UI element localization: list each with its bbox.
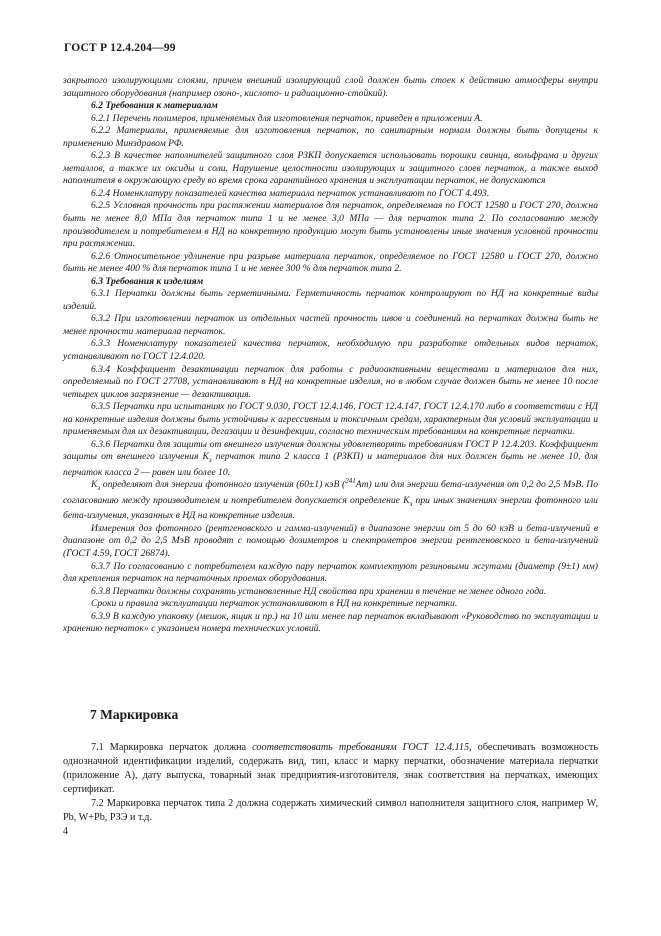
continuation-paragraph: закрытого изолирующими слоями, причем внешний изолирующий слой должен быть стоек к действию атмосферы внутри защитного оборудования (например озоно-, кислото- и радиационно-стойкий). (63, 75, 598, 99)
k-text-b: Am) или для энергии бета-излучения от 0,2 до 2,5 МэВ. По согласованию между производителем и потребителем допускается определение K (63, 479, 598, 506)
section-7-title: 7 Маркировка (90, 707, 179, 722)
clause-7-2: 7.2 Маркировка перчаток типа 2 должна содержать химический символ наполнителя защитного слоя, например W, Pb, W+Pb, РЗЭ и т.д. (63, 797, 598, 823)
clause-6-2-3: 6.2.3 В качестве наполнителей защитного слоя РЗКП допускается использовать порошки свинца, вольфрама и других металлов, а также их оксиды и соли. Нарушение целостности изолирующих и защитного слоев перчаток, а также выход наполнителя в окружающую среду во время срока гарантийного хранения и эксплуатации перчаток, не допускаются (63, 150, 598, 187)
clause-6-3-6-b: перчаток типа 2 класса 1 (РЗКП) и материалов для них должен быть не менее 10, для перчаток класса 2 — равен или более 10. (63, 451, 599, 478)
clause-7-1-emphasis: соответствовать требованиям ГОСТ 12.4.115 (252, 742, 470, 753)
clause-6-3-3: 6.3.3 Номенклатуру показателей качества перчаток, необходимую при разработке отдельных видов перчаток, устанавливают по ГОСТ 12.4.020. (63, 338, 598, 363)
isotope-mass-superscript: 241 (345, 477, 356, 486)
section-6-3-title: 6.3 Требования к изделиям (91, 275, 204, 287)
k-text-a: определяют для энергии фотонного излучения (60±1) кэВ ( (100, 479, 346, 491)
clause-6-3-4: 6.3.4 Коэффициент дезактивации перчаток для работы с радиоактивными веществами и материалов для них, определяемый по ГОСТ 27708, устанавливают в НД на конкретные изделия, но в любом случае должен быть не менее 10 после четырех циклов загрязнение — дезактивация. (63, 363, 598, 400)
clause-6-3-6-a: 6.3.6 Перчатки для защиты от внешнего излучения должны удовлетворять требованиям ГОСТ Р 12.4.203. Коэффициент защиты от внешнего излучения K (63, 438, 598, 463)
clause-6-2-6: 6.2.6 Относительное удлинение при разрыве материала перчаток, определяемое по ГОСТ 12580 и ГОСТ 270, должно быть не менее 400 % для перчаток типа 1 и не менее 300 % для перчаток типа 2. (63, 250, 598, 275)
page-header: ГОСТ Р 12.4.204—99 (64, 42, 176, 54)
k-definition-paragraph (63, 479, 598, 522)
clause-6-3-8: 6.3.8 Перчатки должны сохранять установленные НД свойства при хранении в течение не менее одного года. (91, 585, 547, 597)
clause-6-2-1: 6.2.1 Перечень полимеров, применяемых для изготовления перчаток, приведен в приложении А. (91, 112, 483, 124)
clause-6-3-6 (63, 439, 598, 480)
clause-6-3-5: 6.3.5 Перчатки при испытаниях по ГОСТ 9.030, ГОСТ 12.4.146, ГОСТ 12.4.147, ГОСТ 12.4.170 либо в соответствии с НД на конкретные изделия должны быть устойчивы к агрессивным и токсичным средам, характерным для условий эксплуатации и применяемым для их дезактивации, дегазации и дезинфекции, согласно техническим требованиям на конкретные перчатки. (63, 401, 598, 438)
clause-6-2-2: 6.2.2 Материалы, применяемые для изготовления перчаток, по санитарным нормам должны быть допущены к применению Минздравом РФ. (63, 125, 598, 149)
k-text-c: при иных значениях энергии фотонного или бета-излучения, указанных в НД на конкретные изделия. (63, 494, 598, 522)
k-subscript: з (409, 499, 413, 508)
clause-6-3-1: 6.3.1 Перчатки должны быть герметичными. Герметичность перчаток контролируют по НД на конкретные виды изделий. (63, 288, 598, 312)
k-subscript: з (97, 484, 101, 493)
clause-7-1 (63, 741, 598, 797)
section-6-2-title: 6.2 Требования к материалам (91, 100, 218, 112)
measurement-paragraph: Измерения доз фотонного (рентгеновского и гамма-излучений) в диапазоне энергии от 5 до 60 кэВ и бета-излучений в диапазоне от 0,2 до 2,5 МэВ проводят с помощью дозиметров и спектрометров энергии рентгеновского и бета-излучений (ГОСТ 4.59, ГОСТ 26874). (63, 522, 598, 559)
clause-7-1-a: 7.1 Маркировка перчаток должна (91, 742, 253, 753)
clause-6-2-4: 6.2.4 Номенклатуру показателей качества материала перчаток устанавливают по ГОСТ 4.493. (91, 187, 490, 199)
k-subscript: з (208, 456, 212, 465)
k-symbol: K (91, 479, 98, 491)
page-number: 4 (63, 826, 68, 837)
clause-6-3-8-terms: Сроки и правила эксплуатации перчаток устанавливают в НД на конкретные перчатки. (91, 598, 458, 610)
clause-7-1-b: , обеспечивать возможность однозначной идентификации изделий, содержать вид, тип, класс и марку перчатки, обозначение материала перчатки (приложение А), дату выпуска, товарный знак предприятия-изготовителя, знак соответствия на перчатках, имеющих сертификат. (63, 742, 599, 795)
clause-6-2-5: 6.2.5 Условная прочность при растяжении материалов для перчаток, определяемая по ГОСТ 12580 и ГОСТ 270, должна быть не менее 8,0 МПа для перчаток типа 1 и не менее 3,0 МПа — для перчаток типа 2. По согласованию между производителем и потребителем в НД на конкретную продукцию могут быть установлены иные значения условной прочности при растяжении. (63, 200, 598, 250)
clause-6-3-2: 6.3.2 При изготовлении перчаток из отдельных частей прочность швов и соединений на перчатках должна быть не менее прочности материала перчаток. (63, 313, 598, 337)
clause-6-3-9: 6.3.9 В каждую упаковку (мешок, ящик и пр.) на 10 или менее пар перчаток вкладывают «Руководство по эксплуатации и хранению перчаток» с указанием номера технических условий. (63, 610, 598, 635)
marking-text (63, 741, 598, 824)
requirements-text (63, 75, 598, 636)
clause-6-3-7: 6.3.7 По согласованию с потребителем каждую пару перчаток комплектуют резиновыми жгутами (диаметр (9±1) мм) для крепления перчаток на перчаточных проемах оборудования. (63, 560, 598, 585)
